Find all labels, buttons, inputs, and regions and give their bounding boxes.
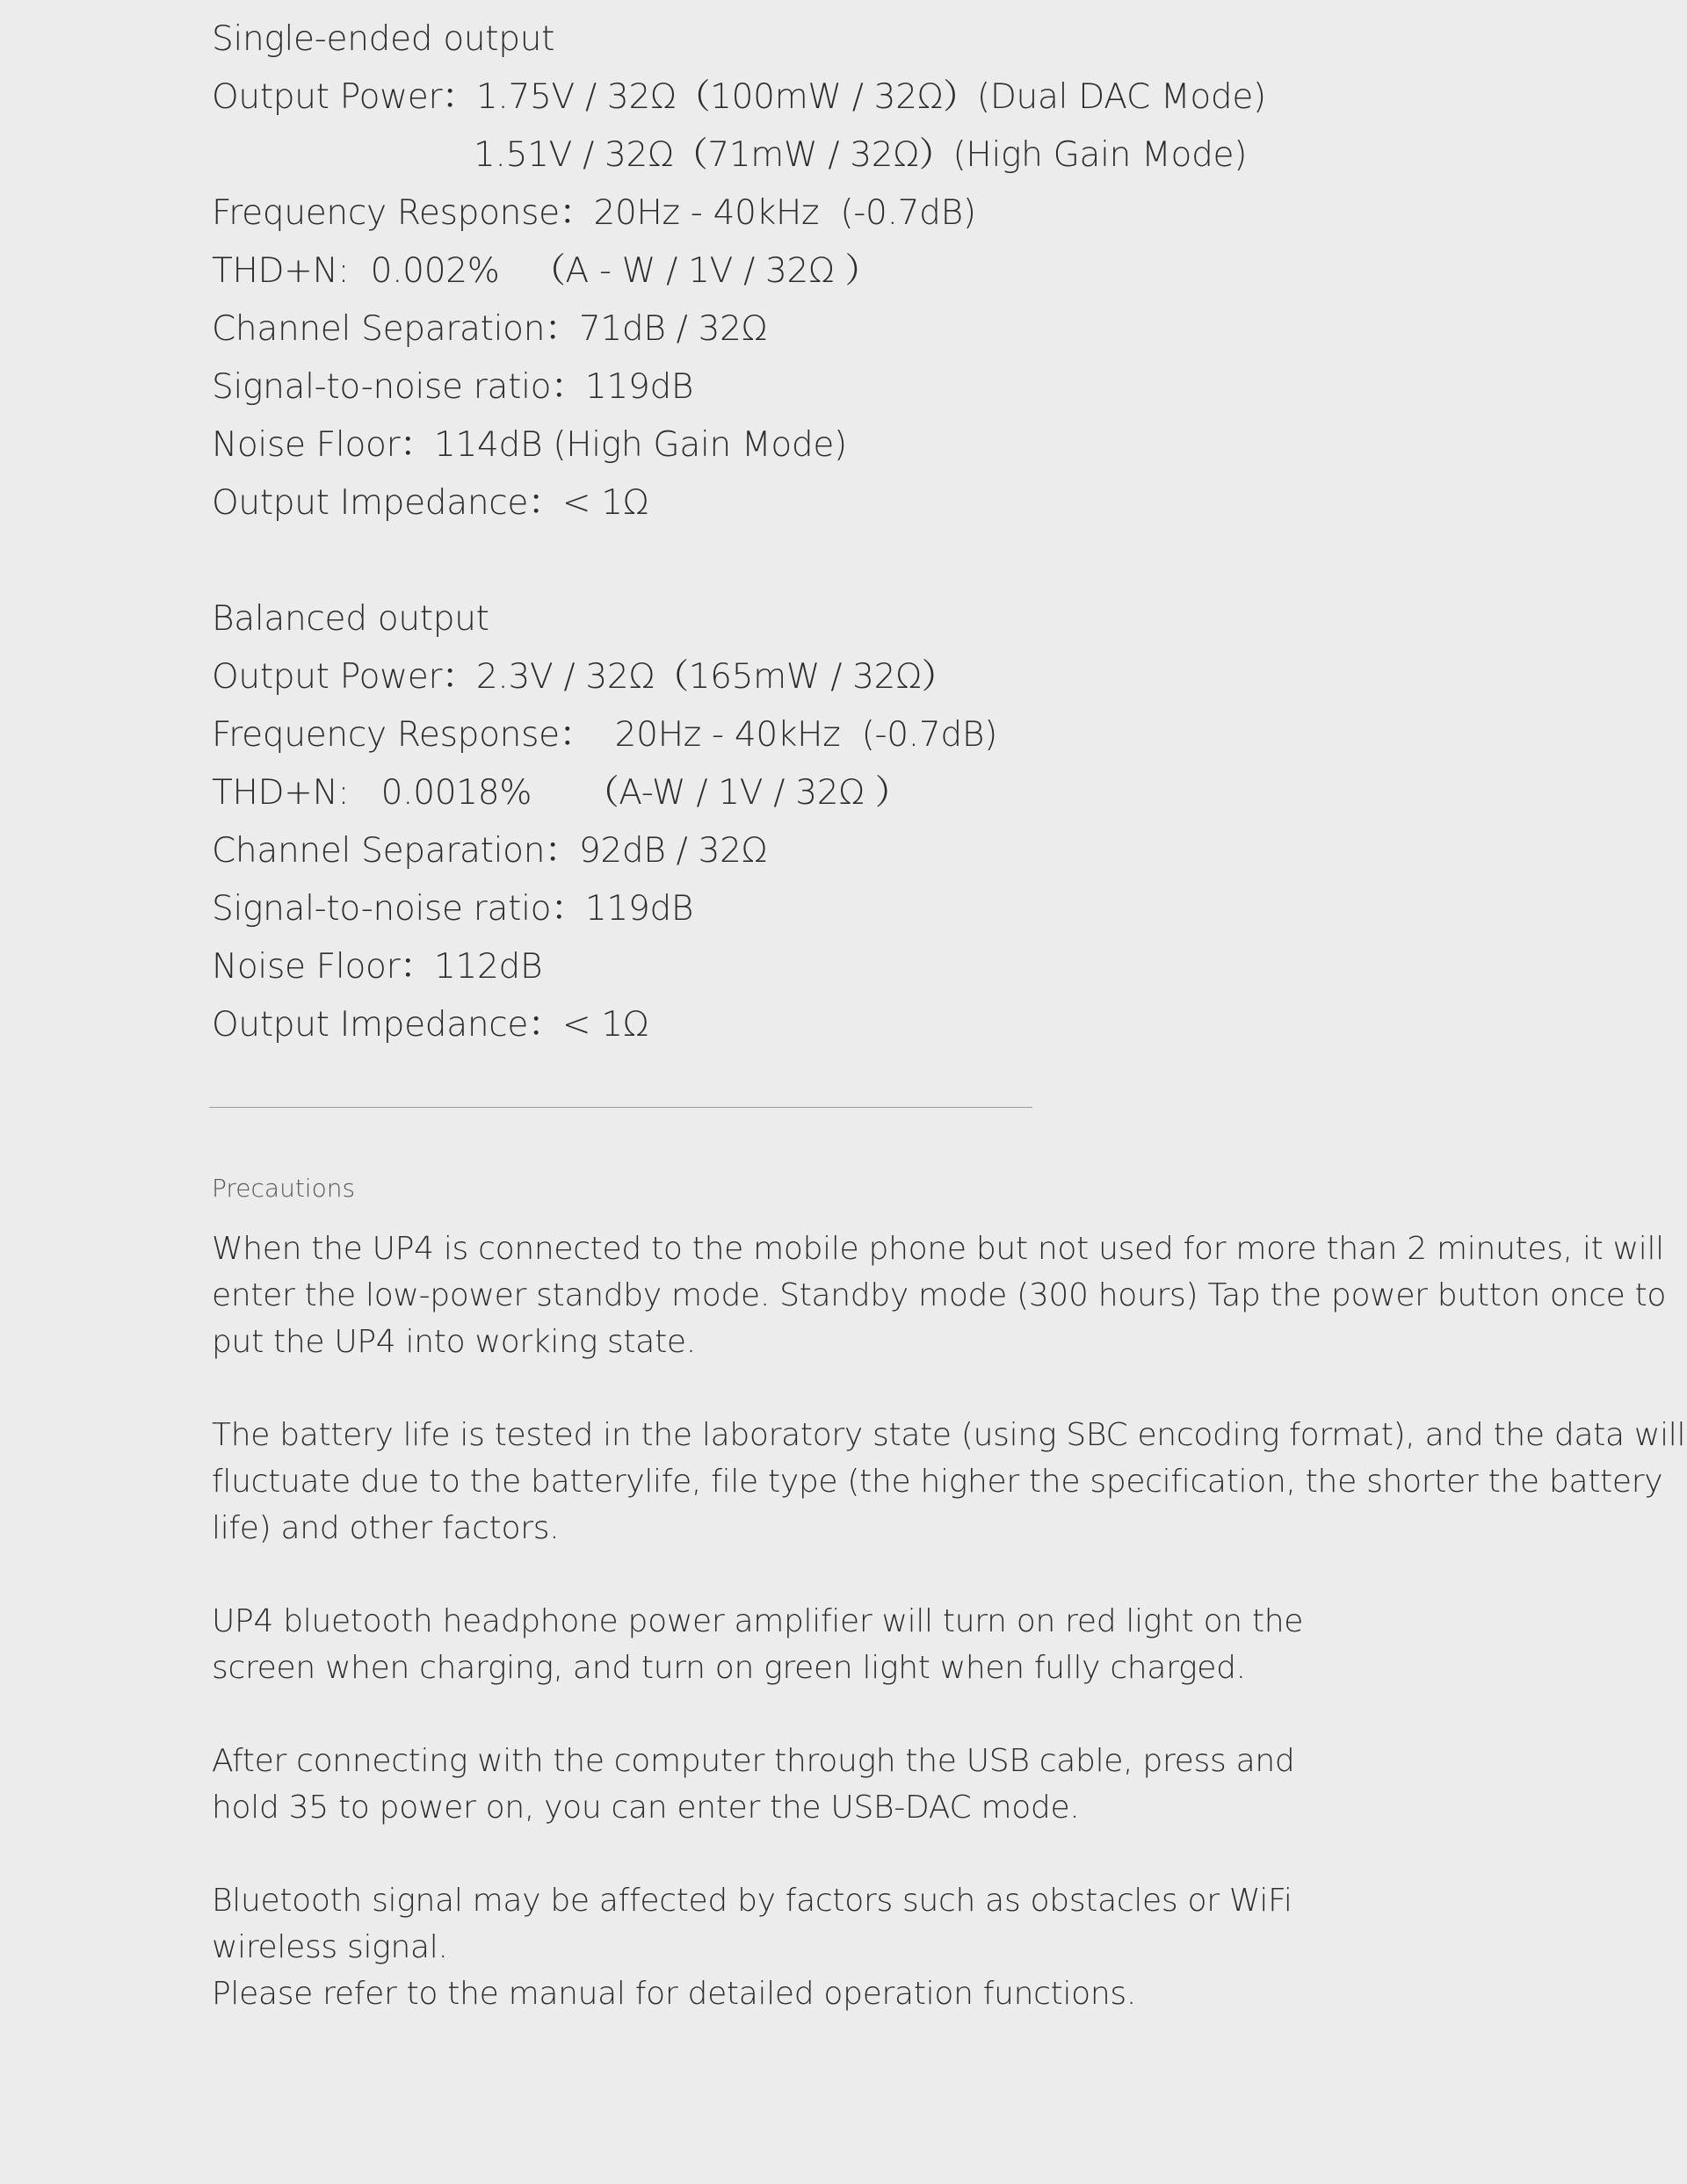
spacer [212,532,1354,590]
paragraph-line: Please refer to the manual for detailed operation functions. [212,1976,1136,2012]
precautions-section [212,1171,1686,2017]
bal-frequency-response: Frequency Response： 20Hz - 40kHz (-0.7dB) [212,715,997,755]
se-output-power-high-gain: 1.51V / 32Ω（71mW / 32Ω）(High Gain Mode) [474,135,1248,175]
paragraph-line: UP4 bluetooth headphone power amplifier will turn on red light on the [212,1603,1304,1639]
precaution-bluetooth-signal [212,1877,1292,2017]
paragraph-line: fluctuate due to the batterylife, file type (the higher the specification, the shorter the battery [212,1464,1663,1500]
se-thd-n: THD+N: 0.002% （A - W / 1V / 32Ω ） [212,251,880,291]
balanced-title: Balanced output [212,599,489,639]
bal-snr: Signal-to-noise ratio：119dB [212,889,694,929]
paragraph-line: screen when charging, and turn on green light when fully charged. [212,1650,1246,1686]
paragraph-line: Bluetooth signal may be affected by factors such as obstacles or WiFi [212,1883,1292,1919]
precaution-charging-light [212,1598,1304,1691]
precaution-usb-dac [212,1738,1295,1831]
precautions-heading: Precautions [212,1174,356,1203]
se-snr: Signal-to-noise ratio：119dB [212,367,694,407]
paragraph-line: life) and other factors. [212,1510,560,1546]
paragraph-line: The battery life is tested in the laboratory state (using SBC encoding format), and the data will [212,1417,1686,1453]
specifications [212,11,1354,1054]
section-divider [209,1107,1032,1108]
bal-channel-separation: Channel Separation：92dB / 32Ω [212,831,768,871]
paragraph-line: When the UP4 is connected to the mobile phone but not used for more than 2 minutes, it will [212,1231,1664,1267]
bal-thd-n: THD+N: 0.0018% （A-W / 1V / 32Ω ） [212,773,909,813]
bal-output-power: Output Power：2.3V / 32Ω（165mW / 32Ω） [212,657,956,697]
paragraph-line: enter the low-power standby mode. Standby mode (300 hours) Tap the power button once to [212,1277,1667,1313]
precaution-battery-life [212,1412,1686,1551]
bal-noise-floor: Noise Floor：112dB [212,947,543,987]
paragraph-line: After connecting with the computer through the USB cable, press and [212,1743,1295,1779]
se-channel-separation: Channel Separation：71dB / 32Ω [212,309,768,349]
se-output-impedance: Output Impedance：< 1Ω [212,483,649,523]
bal-output-impedance: Output Impedance：< 1Ω [212,1005,649,1045]
se-frequency-response: Frequency Response：20Hz - 40kHz (-0.7dB) [212,193,976,233]
se-output-power: Output Power：1.75V / 32Ω（100mW / 32Ω）(Dual DAC Mode) [212,77,1266,117]
paragraph-line: wireless signal. [212,1929,448,1965]
single-ended-title: Single-ended output [212,19,555,59]
paragraph-line: hold 35 to power on, you can enter the USB-DAC mode. [212,1790,1080,1826]
precaution-standby [212,1226,1667,1365]
se-noise-floor: Noise Floor：114dB (High Gain Mode) [212,425,847,465]
paragraph-line: put the UP4 into working state. [212,1324,696,1360]
